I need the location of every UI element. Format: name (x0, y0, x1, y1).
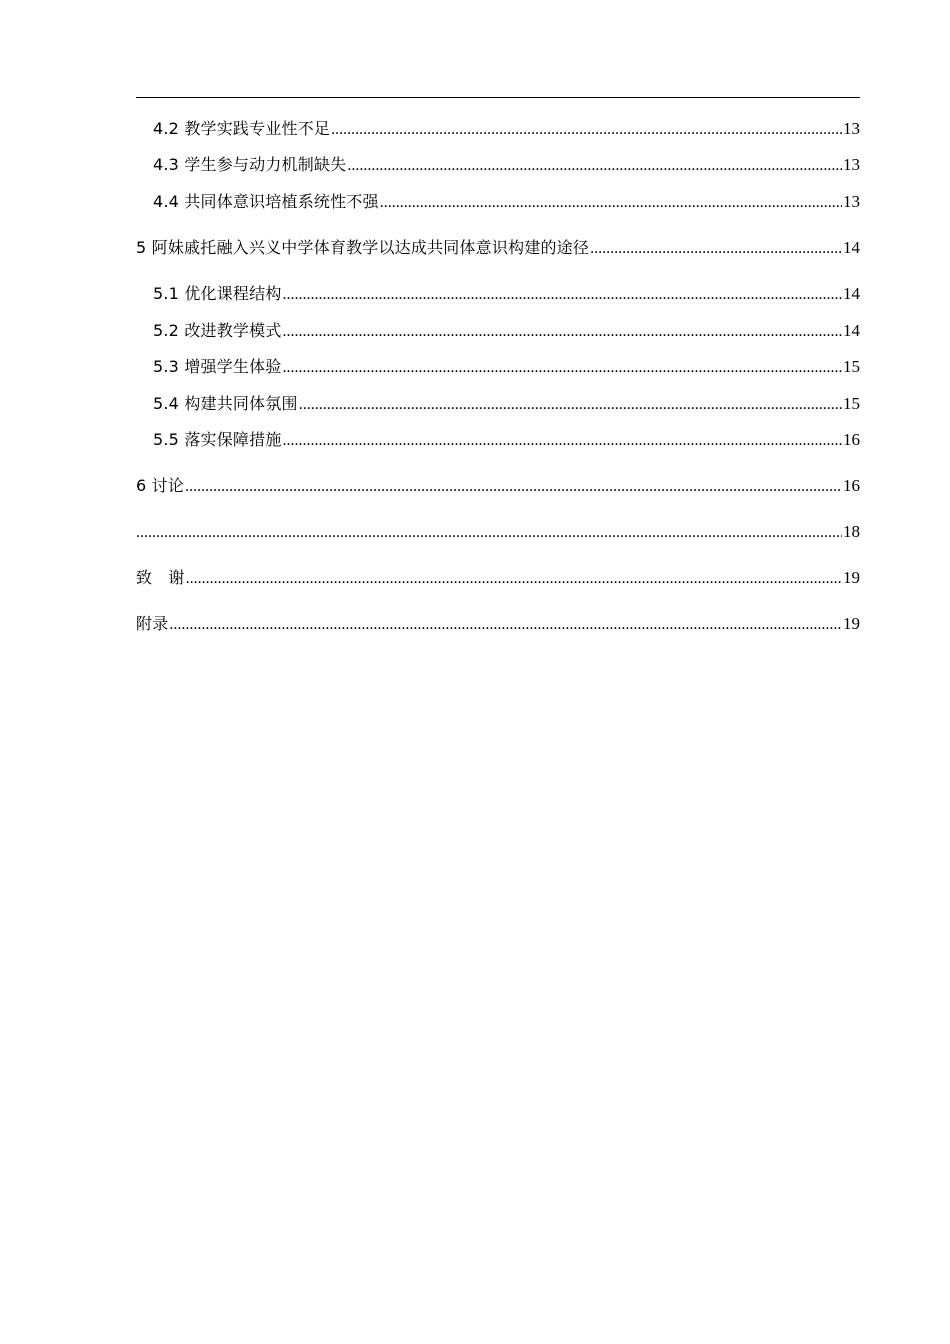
toc-entry-appendix[interactable] (136, 613, 860, 635)
toc-entry-5-5[interactable] (153, 429, 860, 451)
toc-entry-label: 4.4 共同体意识培植系统性不强 (153, 192, 379, 211)
toc-entry-page: 14 (843, 238, 860, 257)
toc-dot-leader (283, 284, 842, 306)
toc-entry-page: 15 (843, 394, 860, 413)
toc-dot-leader (283, 430, 842, 452)
toc-dot-leader (347, 155, 842, 177)
toc-entry-page: 19 (843, 614, 860, 633)
toc-dot-leader (590, 238, 842, 260)
toc-entry-page: 14 (843, 321, 860, 340)
toc-dot-leader (185, 476, 842, 498)
toc-entry-6[interactable] (136, 475, 860, 497)
toc-entry-5-4[interactable] (153, 393, 860, 415)
toc-entry-5[interactable] (136, 237, 860, 259)
toc-entry-label: 5 阿妹戚托融入兴义中学体育教学以达成共同体意识构建的途径 (136, 238, 590, 257)
toc-entry-page: 16 (843, 476, 860, 495)
toc-entry-page: 13 (843, 155, 860, 174)
toc-dot-leader (283, 321, 842, 343)
toc-dot-leader (186, 568, 842, 590)
toc-entry-label: 4.2 教学实践专业性不足 (153, 119, 331, 138)
toc-entry-references[interactable] (136, 521, 860, 543)
toc-entry-page: 15 (843, 357, 860, 376)
toc-entry-page: 19 (843, 568, 860, 587)
toc-entry-page: 16 (843, 430, 860, 449)
toc-entry-4-2[interactable] (153, 118, 860, 140)
toc-entry-label: 5.4 构建共同体氛围 (153, 394, 298, 413)
toc-entry-label: 5.2 改进教学模式 (153, 321, 282, 340)
toc-entry-label: 6 讨论 (136, 476, 185, 495)
toc-entry-label: 5.5 落实保障措施 (153, 430, 282, 449)
toc-dot-leader (283, 357, 842, 379)
toc-dot-leader (169, 614, 842, 636)
toc-entry-label: 致 谢 (136, 568, 185, 587)
toc-entry-label: 5.1 优化课程结构 (153, 284, 282, 303)
toc-dot-leader (136, 522, 842, 544)
toc-entry-acknowledgements[interactable] (136, 567, 860, 589)
toc-entry-page: 13 (843, 119, 860, 138)
toc-dot-leader (380, 192, 842, 214)
toc-entry-label: 附录 (136, 614, 169, 633)
toc-entry-5-3[interactable] (153, 356, 860, 378)
toc-entry-4-4[interactable] (153, 191, 860, 213)
toc-entry-page: 13 (843, 192, 860, 211)
toc-entry-4-3[interactable] (153, 154, 860, 176)
toc-dot-leader (331, 119, 842, 141)
toc-entry-label: 5.3 增强学生体验 (153, 357, 282, 376)
toc-entry-page: 18 (843, 522, 860, 541)
toc-entry-page: 14 (843, 284, 860, 303)
toc-dot-leader (299, 394, 842, 416)
toc-entry-label: 4.3 学生参与动力机制缺失 (153, 155, 347, 174)
header-rule (136, 97, 860, 98)
toc-entry-5-1[interactable] (153, 283, 860, 305)
toc-entry-5-2[interactable] (153, 320, 860, 342)
